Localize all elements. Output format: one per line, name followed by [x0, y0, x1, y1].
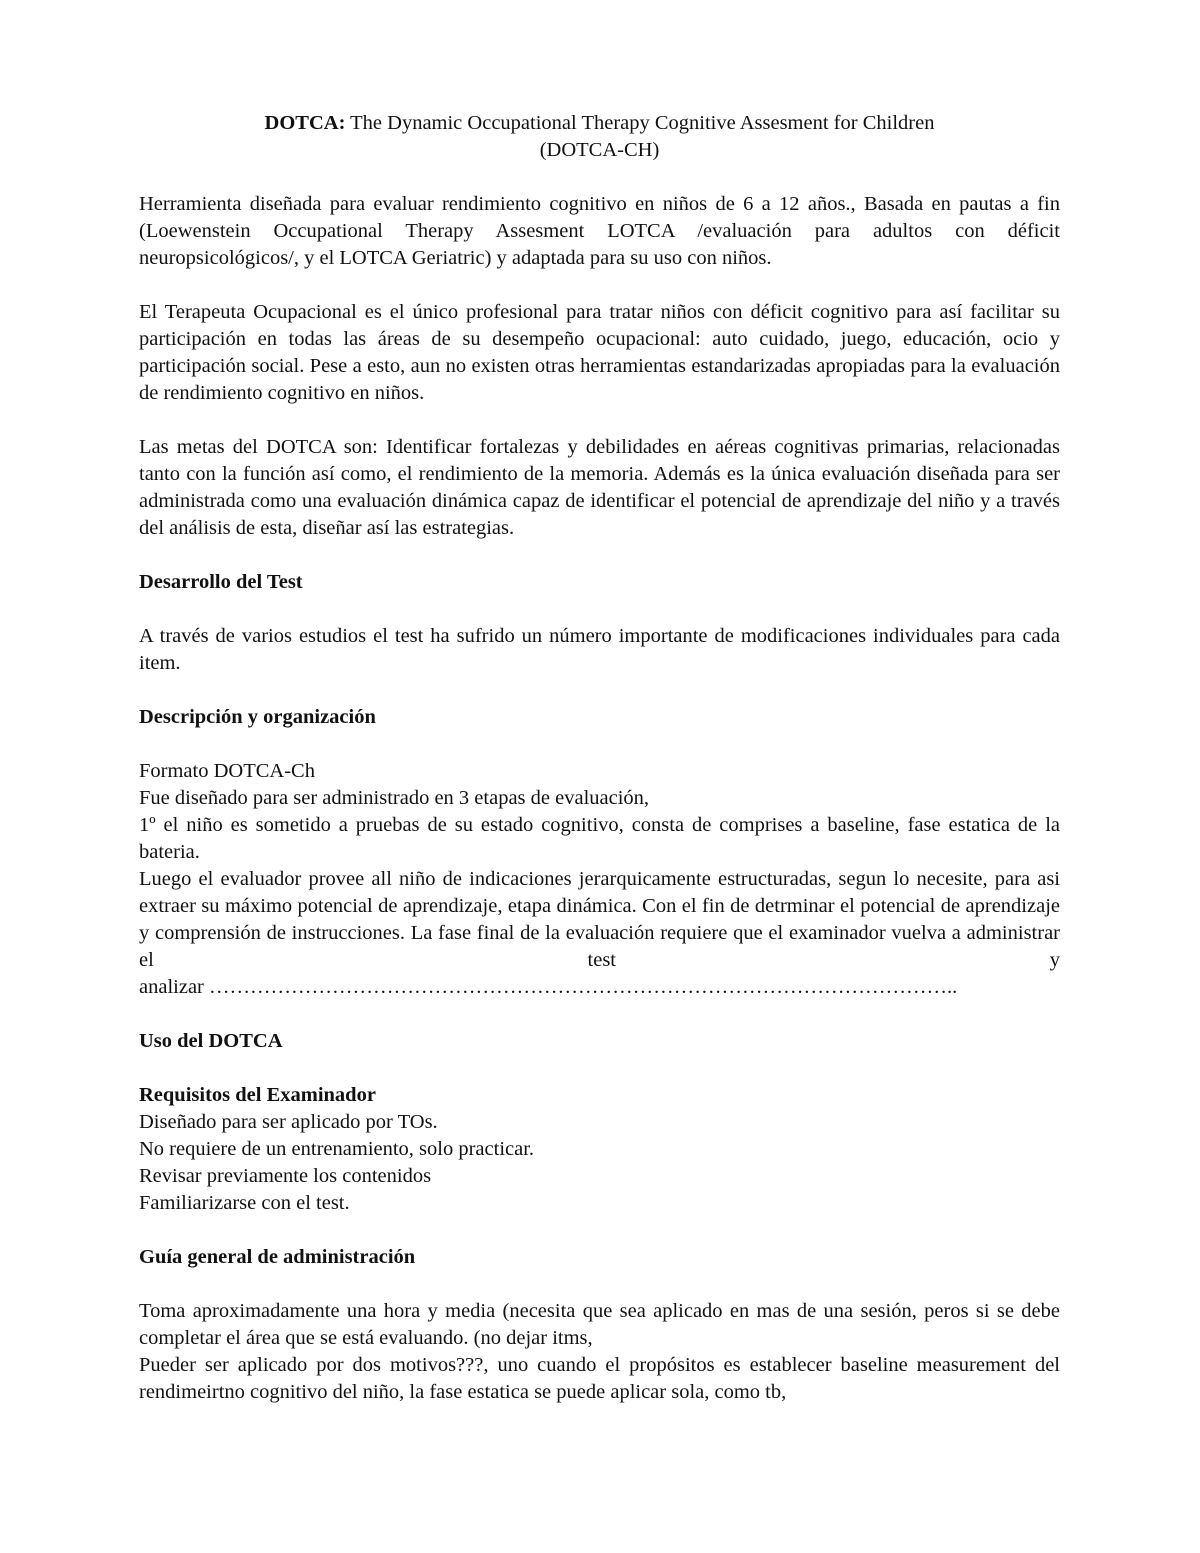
- descripcion-line-stages: Fue diseñado para ser administrado en 3 etapas de evaluación,: [139, 787, 650, 809]
- descripcion-line-format: Formato DOTCA-Ch: [139, 760, 315, 782]
- title-line-1: [139, 110, 1060, 137]
- heading-requisitos: Requisitos del Examinador: [139, 1084, 376, 1106]
- heading-uso: Uso del DOTCA: [139, 1030, 283, 1052]
- document-page: [139, 110, 1060, 1433]
- requisitos-item: Diseñado para ser aplicado por TOs.: [139, 1111, 438, 1133]
- guia-block: [139, 1298, 1060, 1406]
- paragraph-intro: Herramienta diseñada para evaluar rendimiento cognitivo en niños de 6 a 12 años., Basada en pautas a fin (Loewenstein Occupational Therapy Assesment LOTCA /evaluación para adultos con déficit neuropsicológicos/, y el LOTCA Geriatric) y adaptada para su uso con niños.: [139, 193, 1060, 269]
- paragraph-therapist: El Terapeuta Ocupacional es el único profesional para tratar niños con déficit cognitivo para así facilitar su participación en todas las áreas de su desempeño ocupacional: auto cuidado, juego, educación, ocio y participación social. Pese a esto, aun no existen otras herramientas estandarizadas apropiadas para la evaluación de rendimiento cognitivo en niños.: [139, 301, 1060, 404]
- guia-line-motives: Pueder ser aplicado por dos motivos???, uno cuando el propósitos es establecer baseline measurement del rendimeirtno cognitivo del niño, la fase estatica se puede aplicar sola, como tb,: [139, 1354, 1060, 1403]
- heading-descripcion: Descripción y organización: [139, 706, 376, 728]
- descripcion-line-evaluator: Luego el evaluador provee all niño de indicaciones jerarquicamente estructuradas, segun lo necesite, para asi extraer su máximo potencial de aprendizaje, etapa dinámica. Con el fin de detrminar el potencial de aprendizaje y comprensión de instrucciones. La fase final de la evaluación requiere que el examinador vuelva a administrar el test y: [139, 868, 1060, 971]
- heading-desarrollo: Desarrollo del Test: [139, 571, 303, 593]
- requisitos-item: No requiere de un entrenamiento, solo practicar.: [139, 1138, 535, 1160]
- requisitos-item: Revisar previamente los contenidos: [139, 1165, 432, 1187]
- requisitos-list: [139, 1109, 1060, 1217]
- title-line-2: (DOTCA-CH): [539, 139, 660, 161]
- paragraph-goals: Las metas del DOTCA son: Identificar fortalezas y debilidades en aéreas cognitivas primarias, relacionadas tanto con la función así como, el rendimiento de la memoria. Además es la única evaluación diseñada para ser administrada como una evaluación dinámica capaz de identificar el potencial de aprendizaje del niño y a través del análisis de esta, diseñar así las estrategias.: [139, 436, 1060, 539]
- descripcion-block: [139, 758, 1060, 1001]
- title-acronym: DOTCA:: [264, 112, 346, 134]
- paragraph-desarrollo: A través de varios estudios el test ha sufrido un número importante de modificaciones individuales para cada item.: [139, 625, 1060, 674]
- document-title: [139, 110, 1060, 164]
- title-text: The Dynamic Occupational Therapy Cognitive Assesment for Children: [345, 112, 935, 134]
- heading-guia: Guía general de administración: [139, 1246, 416, 1268]
- requisitos-item: Familiarizarse con el test.: [139, 1192, 350, 1214]
- descripcion-line-analizar: analizar ………………………………………………………………………………………………..: [139, 976, 958, 998]
- descripcion-line-first: 1º el niño es sometido a pruebas de su estado cognitivo, consta de comprises a baseline, fase estatica de la bateria.: [139, 814, 1060, 863]
- guia-line-duration: Toma aproximadamente una hora y media (necesita que sea aplicado en mas de una sesión, peros si se debe completar el área que se está evaluando. (no dejar itms,: [139, 1300, 1060, 1349]
